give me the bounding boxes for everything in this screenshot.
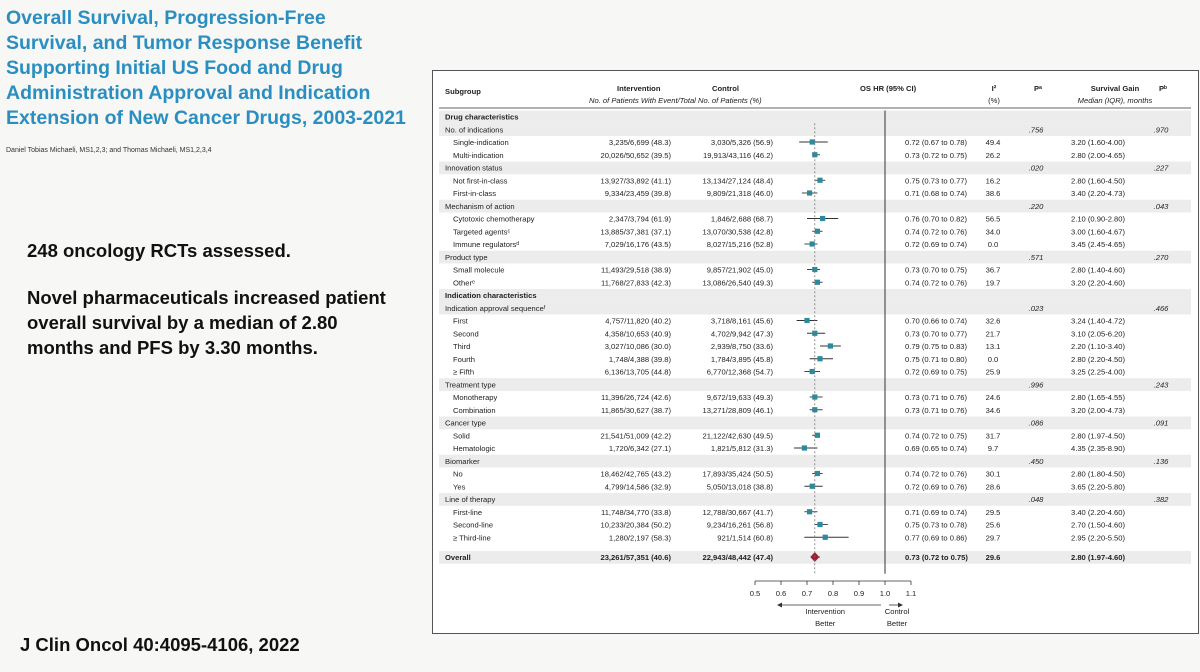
bullet-text [27, 238, 407, 382]
x-tick-label: 1.0 [879, 589, 891, 598]
group-label: Biomarker [445, 456, 480, 466]
intervention-events: 10,233/20,384 (50.2) [600, 520, 671, 530]
i2-value: 49.4 [985, 138, 1001, 147]
hr-point [810, 241, 815, 246]
intervention-events: 11,748/34,770 (33.8) [601, 507, 671, 517]
subgroup-label: Multi-indication [453, 150, 504, 160]
intervention-events: 11,865/30,627 (38.7) [601, 405, 671, 415]
x-tick-label: 0.8 [827, 589, 839, 598]
control-events: 9,857/21,902 (45.0) [706, 265, 773, 275]
header-p: Pᵃ [1034, 84, 1042, 93]
group-label: Mechanism of action [445, 201, 515, 211]
header-gain: Survival Gain [1090, 84, 1140, 93]
group-pb-value: .043 [1153, 201, 1169, 211]
i2-value: 28.6 [985, 482, 1001, 492]
control-events: 9,809/21,318 (46.0) [706, 189, 773, 198]
control-events: 13,134/27,124 (48.4) [702, 176, 773, 186]
hr-ci-text: 0.74 (0.72 to 0.76) [905, 227, 968, 237]
hr-ci-text: 0.73 (0.72 to 0.75) [905, 553, 968, 562]
intervention-events: 4,799/14,586 (32.9) [604, 482, 671, 492]
control-events: 921/1,514 (60.8) [717, 533, 773, 543]
group-label: No. of indications [445, 125, 504, 135]
survival-gain: 3.65 (2.20-5.80) [1071, 482, 1126, 492]
subgroup-label: Not first-in-class [453, 176, 508, 186]
hr-ci-text: 0.72 (0.69 to 0.76) [905, 482, 968, 492]
control-events: 9,234/16,261 (56.8) [706, 520, 773, 530]
subgroup-label: Otherᵉ [453, 278, 475, 288]
title-line: Supporting Initial US Food and Drug [6, 57, 343, 79]
control-events: 4,702/9,942 (47.3) [710, 329, 773, 339]
x-tick-label: 0.6 [775, 589, 787, 598]
hr-point [810, 484, 815, 489]
hr-point [810, 369, 815, 374]
title-line: Survival, and Tumor Response Benefit [6, 32, 363, 54]
survival-gain: 3.20 (2.20-4.60) [1071, 278, 1126, 288]
i2-value: 29.5 [985, 507, 1001, 517]
control-events: 3,030/5,326 (56.9) [710, 138, 773, 147]
i2-value: 36.7 [985, 265, 1001, 275]
x-tick-label: 0.5 [749, 589, 761, 598]
hr-ci-text: 0.71 (0.68 to 0.74) [905, 189, 968, 198]
survival-gain: 2.80 (1.40-4.60) [1071, 265, 1126, 275]
hr-ci-text: 0.70 (0.66 to 0.74) [905, 316, 968, 326]
intervention-events: 11,768/27,833 (42.3) [601, 278, 671, 288]
subgroup-label: Second [453, 329, 479, 339]
intervention-events: 13,927/33,892 (41.1) [600, 176, 671, 186]
hr-ci-text: 0.75 (0.71 to 0.80) [905, 354, 968, 364]
control-events: 2,939/8,750 (33.6) [710, 342, 773, 351]
i2-value: 16.2 [985, 176, 1001, 186]
group-label: Product type [445, 252, 488, 262]
subgroup-label: First-in-class [453, 189, 497, 198]
group-pb-value: .243 [1153, 380, 1169, 390]
control-events: 1,821/5,812 (31.3) [710, 444, 773, 453]
control-events: 22,943/48,442 (47.4) [702, 553, 773, 562]
hr-point [804, 318, 809, 323]
hr-ci-text: 0.76 (0.70 to 0.82) [905, 214, 968, 224]
i2-value: 19.7 [985, 278, 1001, 288]
intervention-events: 1,748/4,388 (39.8) [608, 354, 671, 364]
survival-gain: 2.80 (1.80-4.50) [1071, 469, 1126, 479]
row-shade [439, 111, 1191, 124]
row-shade [439, 200, 1191, 213]
subgroup-label: Monotherapy [453, 393, 498, 402]
survival-gain: 2.10 (0.90-2.80) [1071, 214, 1126, 224]
hr-ci-text: 0.74 (0.72 to 0.76) [905, 469, 968, 479]
subgroup-label: Solid [453, 431, 470, 441]
hr-ci-text: 0.74 (0.72 to 0.75) [905, 431, 968, 441]
intervention-events: 1,280/2,197 (58.3) [608, 533, 671, 543]
survival-gain: 3.25 (2.25-4.00) [1071, 367, 1126, 377]
control-better-label: Control [884, 607, 910, 616]
hr-ci-text: 0.73 (0.70 to 0.75) [905, 265, 968, 275]
i2-value: 25.9 [985, 367, 1001, 377]
subgroup-label: Single-indication [453, 138, 509, 147]
i2-value: 13.1 [985, 342, 1001, 351]
hr-ci-text: 0.73 (0.71 to 0.76) [905, 405, 968, 415]
bullet-2: Novel pharmaceuticals increased patient overall survival by a median of 2.80 months and PFS by 3.30 months. [27, 287, 386, 358]
group-pb-value: .466 [1153, 303, 1169, 313]
group-p-value: .023 [1028, 303, 1044, 313]
group-p-value: .996 [1028, 380, 1044, 390]
i2-value: 9.7 [987, 444, 999, 453]
hr-point [823, 535, 828, 540]
survival-gain: 2.20 (1.10-3.40) [1071, 342, 1126, 351]
i2-value: 29.6 [985, 553, 1001, 562]
subgroup-label: Combination [453, 405, 496, 415]
control-events: 9,672/19,633 (49.3) [706, 393, 773, 402]
hr-ci-text: 0.69 (0.65 to 0.74) [905, 444, 968, 453]
hr-point [807, 509, 812, 514]
forest-plot [433, 71, 1198, 633]
intervention-events: 23,261/57,351 (40.6) [600, 553, 671, 562]
hr-ci-text: 0.72 (0.67 to 0.78) [905, 138, 968, 147]
intervention-events: 1,720/6,342 (27.1) [608, 444, 671, 453]
hr-ci-text: 0.79 (0.75 to 0.83) [905, 342, 968, 351]
hr-point [802, 445, 807, 450]
group-pb-value: .270 [1153, 252, 1169, 262]
i2-value: 26.2 [985, 150, 1001, 160]
subgroup-label: No [453, 469, 463, 479]
control-events: 5,050/13,018 (38.8) [706, 482, 773, 492]
forest-plot-panel [432, 70, 1199, 634]
hr-ci-text: 0.73 (0.70 to 0.77) [905, 329, 968, 339]
header-intervention: Intervention [617, 84, 661, 93]
hr-point [815, 471, 820, 476]
intervention-events: 9,334/23,459 (39.8) [604, 189, 671, 198]
group-pb-value: .382 [1153, 495, 1169, 504]
hr-point [815, 229, 820, 234]
hr-ci-text: 0.72 (0.69 to 0.74) [905, 240, 968, 249]
survival-gain: 3.24 (1.40-4.72) [1071, 316, 1126, 326]
intervention-events: 13,885/37,381 (37.1) [600, 227, 671, 237]
subgroup-label: ≥ Third-line [453, 533, 491, 543]
intervention-events: 21,541/51,009 (42.2) [600, 431, 671, 441]
group-p-value: .220 [1028, 201, 1044, 211]
title-line: Administration Approval and Indication [6, 82, 371, 104]
control-events: 1,784/3,895 (45.8) [710, 354, 773, 364]
subgroup-label: Fourth [453, 354, 475, 364]
group-label: Innovation status [445, 163, 503, 173]
header-i2: I² [991, 84, 997, 93]
group-label: Treatment type [445, 380, 496, 390]
survival-gain: 2.80 (1.60-4.50) [1071, 176, 1126, 186]
survival-gain: 3.00 (1.60-4.67) [1071, 227, 1126, 237]
intervention-events: 11,396/26,724 (42.6) [601, 393, 671, 402]
intervention-events: 20,026/50,652 (39.5) [600, 150, 671, 160]
survival-gain: 3.10 (2.05-6.20) [1071, 329, 1126, 339]
group-p-value: .756 [1028, 125, 1044, 135]
i2-value: 32.6 [985, 316, 1001, 326]
group-pb-value: .091 [1153, 418, 1169, 428]
survival-gain: 2.80 (1.97-4.50) [1071, 431, 1126, 441]
hr-ci-text: 0.73 (0.71 to 0.76) [905, 393, 968, 402]
survival-gain: 2.80 (2.20-4.50) [1071, 354, 1126, 364]
hr-ci-text: 0.73 (0.72 to 0.75) [905, 150, 968, 160]
survival-gain: 3.40 (2.20-4.60) [1071, 507, 1126, 517]
header-gain-sub: Median (IQR), months [1077, 96, 1153, 105]
header-hr: OS HR (95% CI) [860, 84, 917, 93]
hr-point [817, 356, 822, 361]
control-events: 13,086/26,540 (49.3) [702, 278, 773, 288]
intervention-events: 4,757/11,820 (40.2) [605, 316, 671, 326]
intervention-events: 2,347/3,794 (61.9) [608, 214, 671, 224]
group-pb-value: .136 [1153, 456, 1169, 466]
control-events: 17,893/35,424 (50.5) [702, 469, 773, 479]
subgroup-label: Cytotoxic chemotherapy [453, 214, 535, 224]
group-pb-value: .970 [1153, 125, 1169, 135]
subgroup-label: Second-line [453, 520, 494, 530]
i2-value: 0.0 [987, 240, 999, 249]
i2-value: 29.7 [985, 533, 1001, 543]
group-label: Line of therapy [445, 495, 496, 504]
hr-ci-text: 0.74 (0.72 to 0.76) [905, 278, 968, 288]
hr-point [807, 190, 812, 195]
hr-ci-text: 0.72 (0.69 to 0.75) [905, 367, 968, 377]
authors-line: Daniel Tobias Michaeli, MS1,2,3; and Thomas Michaeli, MS1,2,3,4 [6, 147, 212, 154]
i2-value: 30.1 [985, 469, 1001, 479]
i2-value: 21.7 [985, 329, 1001, 339]
survival-gain: 3.20 (1.60-4.00) [1071, 138, 1126, 147]
bullet-1: 248 oncology RCTs assessed. [27, 240, 291, 261]
i2-value: 56.5 [985, 214, 1001, 224]
subgroup-label: Third [453, 342, 471, 351]
hr-ci-text: 0.75 (0.73 to 0.78) [905, 520, 968, 530]
control-events: 12,788/30,667 (41.7) [702, 507, 773, 517]
intervention-events: 11,493/29,518 (38.9) [601, 265, 671, 275]
left-arrowhead [777, 603, 782, 608]
group-label: Indication approval sequenceᶠ [445, 303, 546, 313]
header-control: Control [712, 84, 739, 93]
survival-gain: 2.80 (1.97-4.60) [1071, 553, 1126, 562]
subgroup-label: Hematologic [453, 444, 496, 453]
hr-ci-text: 0.77 (0.69 to 0.86) [905, 533, 968, 543]
survival-gain: 2.70 (1.50-4.60) [1071, 520, 1126, 530]
x-tick-label: 1.1 [905, 589, 917, 598]
header-pb: Pᵇ [1158, 84, 1168, 93]
hr-ci-text: 0.71 (0.69 to 0.74) [905, 507, 968, 517]
intervention-events: 3,235/6,699 (48.3) [608, 138, 671, 147]
intervention-events: 7,029/16,176 (43.5) [604, 240, 671, 249]
intervention-events: 4,358/10,653 (40.9) [604, 329, 671, 339]
intervention-better-label: Intervention [805, 607, 846, 616]
header-subheader: No. of Patients With Event/Total No. of Patients (%) [589, 96, 762, 105]
subgroup-label: Small molecule [453, 265, 505, 275]
hr-point [815, 280, 820, 285]
title-line: Overall Survival, Progression-Free [6, 7, 326, 29]
group-label: Cancer type [445, 418, 486, 428]
intervention-events: 18,462/42,765 (43.2) [600, 469, 671, 479]
control-events: 6,770/12,368 (54.7) [706, 367, 773, 377]
i2-value: 0.0 [987, 354, 999, 364]
group-p-value: .450 [1028, 456, 1044, 466]
group-p-value: .048 [1028, 495, 1044, 504]
group-pb-value: .227 [1153, 163, 1169, 173]
control-events: 13,070/30,538 (42.8) [702, 227, 773, 237]
control-better-label: Better [886, 619, 908, 628]
hr-point [815, 433, 820, 438]
subgroup-label: First-line [453, 507, 483, 517]
i2-value: 31.7 [985, 431, 1001, 441]
survival-gain: 2.80 (2.00-4.65) [1071, 150, 1126, 160]
subgroup-label: Yes [453, 482, 466, 492]
control-events: 19,913/43,116 (46.2) [703, 150, 773, 160]
subgroup-label: First [453, 316, 468, 326]
intervention-events: 3,027/10,086 (30.0) [604, 342, 671, 351]
overall-label: Overall [445, 553, 471, 562]
survival-gain: 3.40 (2.20-4.73) [1071, 189, 1126, 198]
group-p-value: .020 [1028, 163, 1044, 173]
x-tick-label: 0.7 [801, 589, 813, 598]
hr-point [828, 343, 833, 348]
subgroup-label: ≥ Fifth [453, 367, 475, 377]
hr-point [810, 139, 815, 144]
intervention-better-label: Better [815, 619, 836, 628]
survival-gain: 2.80 (1.65-4.55) [1071, 393, 1126, 402]
title-line: Extension of New Cancer Drugs, 2003-2021 [6, 107, 406, 129]
header-subgroup: Subgroup [445, 87, 481, 96]
survival-gain: 4.35 (2.35-8.90) [1071, 444, 1126, 453]
i2-value: 34.0 [985, 227, 1001, 237]
slide-title [6, 6, 426, 131]
control-events: 1,846/2,688 (68.7) [710, 214, 773, 224]
i2-value: 38.6 [985, 189, 1001, 198]
survival-gain: 3.45 (2.45-4.65) [1071, 240, 1126, 249]
group-p-value: .086 [1028, 418, 1044, 428]
subgroup-label: Immune regulatorsᵈ [453, 240, 520, 249]
i2-value: 25.6 [985, 520, 1001, 530]
group-p-value: .571 [1028, 252, 1044, 262]
hr-point [817, 178, 822, 183]
i2-value: 24.6 [985, 393, 1001, 402]
control-events: 13,271/28,809 (46.1) [702, 405, 773, 415]
hr-point [820, 216, 825, 221]
survival-gain: 3.20 (2.00-4.73) [1071, 405, 1126, 415]
survival-gain: 2.95 (2.20-5.50) [1071, 533, 1126, 543]
hr-ci-text: 0.75 (0.73 to 0.77) [905, 176, 968, 186]
x-tick-label: 0.9 [853, 589, 865, 598]
section-label: Drug characteristics [445, 112, 519, 122]
hr-point [817, 522, 822, 527]
intervention-events: 6,136/13,705 (44.8) [604, 367, 671, 377]
header-i2-unit: (%) [988, 96, 1000, 105]
control-events: 3,718/8,161 (45.6) [710, 316, 773, 326]
control-events: 21,122/42,630 (49.5) [702, 431, 773, 441]
control-events: 8,027/15,216 (52.8) [706, 240, 773, 249]
citation: J Clin Oncol 40:4095-4106, 2022 [20, 634, 300, 655]
section-label: Indication characteristics [445, 291, 537, 300]
subgroup-label: Targeted agentsᶜ [453, 227, 511, 237]
i2-value: 34.6 [985, 405, 1001, 415]
